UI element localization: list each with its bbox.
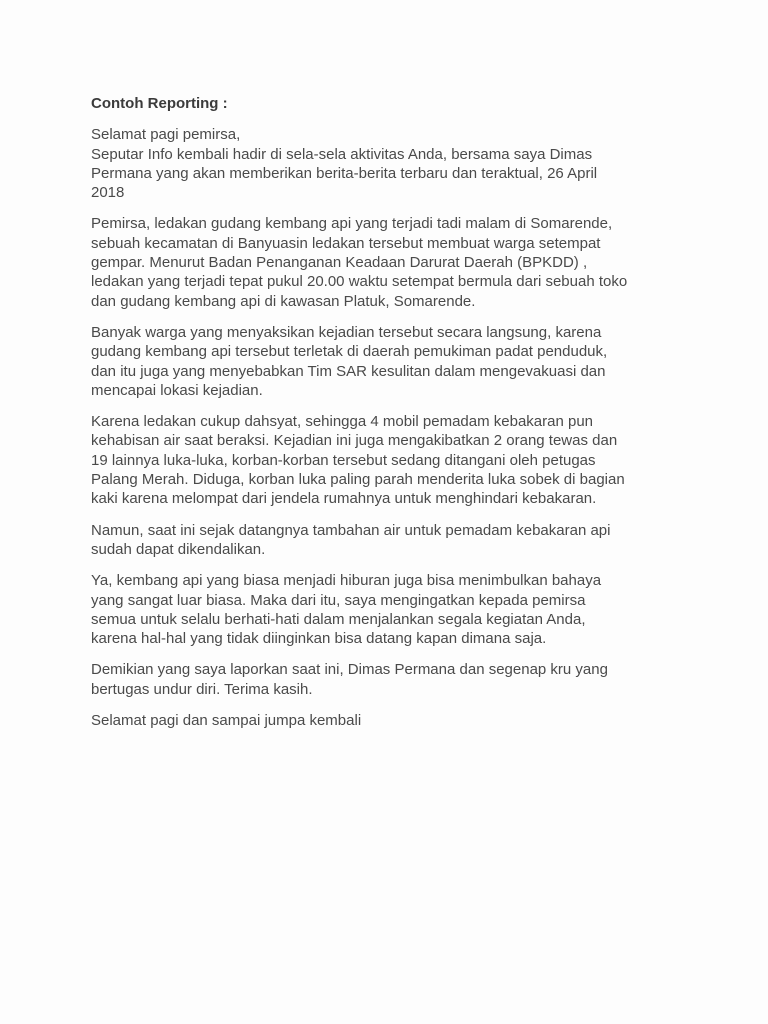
paragraph-line: gudang kembang api tersebut terletak di daerah pemukiman padat penduduk, — [91, 343, 608, 361]
paragraph-controlled — [91, 521, 691, 560]
paragraph-line: semua untuk selalu berhati-hati dalam menjalankan segala kegiatan Anda, — [91, 610, 586, 628]
paragraph-line: Selamat pagi pemirsa, — [91, 126, 241, 144]
paragraph-line: Banyak warga yang menyaksikan kejadian tersebut secara langsung, karena — [91, 323, 602, 341]
paragraph-line: kehabisan air saat beraksi. Kejadian ini juga mengakibatkan 2 orang tewas dan — [91, 432, 618, 450]
paragraph-line: gempar. Menurut Badan Penanganan Keadaan Darurat Daerah (BPKDD) , — [91, 254, 588, 272]
paragraph-signoff — [91, 660, 691, 699]
paragraph-line: dan itu juga yang menyebabkan Tim SAR kesulitan dalam mengevakuasi dan — [91, 362, 606, 380]
paragraph-warning — [91, 571, 691, 648]
paragraph-line: Pemirsa, ledakan gudang kembang api yang terjadi tadi malam di Somarende, — [91, 215, 613, 233]
paragraph-line: yang sangat luar biasa. Maka dari itu, saya mengingatkan kepada pemirsa — [91, 591, 586, 609]
paragraph-witnesses — [91, 323, 691, 400]
paragraph-greeting — [91, 125, 691, 202]
paragraph-line: ledakan yang terjadi tepat pukul 20.00 waktu setempat bermula dari sebuah toko — [91, 273, 628, 291]
paragraph-line: dan gudang kembang api di kawasan Platuk, Somarende. — [91, 292, 476, 310]
paragraph-line: 19 lainnya luka-luka, korban-korban tersebut sedang ditangani oleh petugas — [91, 451, 596, 469]
paragraph-line: Namun, saat ini sejak datangnya tambahan air untuk pemadam kebakaran api — [91, 521, 611, 539]
paragraph-casualties — [91, 412, 691, 508]
paragraph-line: Ya, kembang api yang biasa menjadi hiburan juga bisa menimbulkan bahaya — [91, 572, 602, 590]
paragraph-line: kaki karena melompat dari jendela rumahnya untuk menghindari kebakaran. — [91, 490, 597, 508]
paragraph-line: Selamat pagi dan sampai jumpa kembali — [91, 712, 362, 730]
paragraph-line: Permana yang akan memberikan berita-berita terbaru dan teraktual, 26 April — [91, 164, 598, 182]
paragraph-line: Karena ledakan cukup dahsyat, sehingga 4 mobil pemadam kebakaran pun — [91, 413, 594, 431]
paragraph-line: Palang Merah. Diduga, korban luka paling parah menderita luka sobek di bagian — [91, 471, 625, 489]
paragraph-line: sudah dapat dikendalikan. — [91, 540, 266, 558]
paragraph-closing — [91, 711, 691, 730]
paragraph-explosion — [91, 214, 691, 310]
paragraph-line: 2018 — [91, 184, 125, 202]
paragraph-line: bertugas undur diri. Terima kasih. — [91, 680, 313, 698]
paragraph-line: Demikian yang saya laporkan saat ini, Dimas Permana dan segenap kru yang — [91, 661, 608, 679]
paragraph-line: Seputar Info kembali hadir di sela-sela aktivitas Anda, bersama saya Dimas — [91, 145, 593, 163]
paragraph-line: karena hal-hal yang tidak diinginkan bisa datang kapan dimana saja. — [91, 630, 547, 648]
paragraph-line: sebuah kecamatan di Banyuasin ledakan tersebut membuat warga setempat — [91, 234, 601, 252]
paragraph-line: mencapai lokasi kejadian. — [91, 381, 263, 399]
document-body — [91, 94, 691, 742]
document-heading: Contoh Reporting : — [91, 95, 228, 112]
